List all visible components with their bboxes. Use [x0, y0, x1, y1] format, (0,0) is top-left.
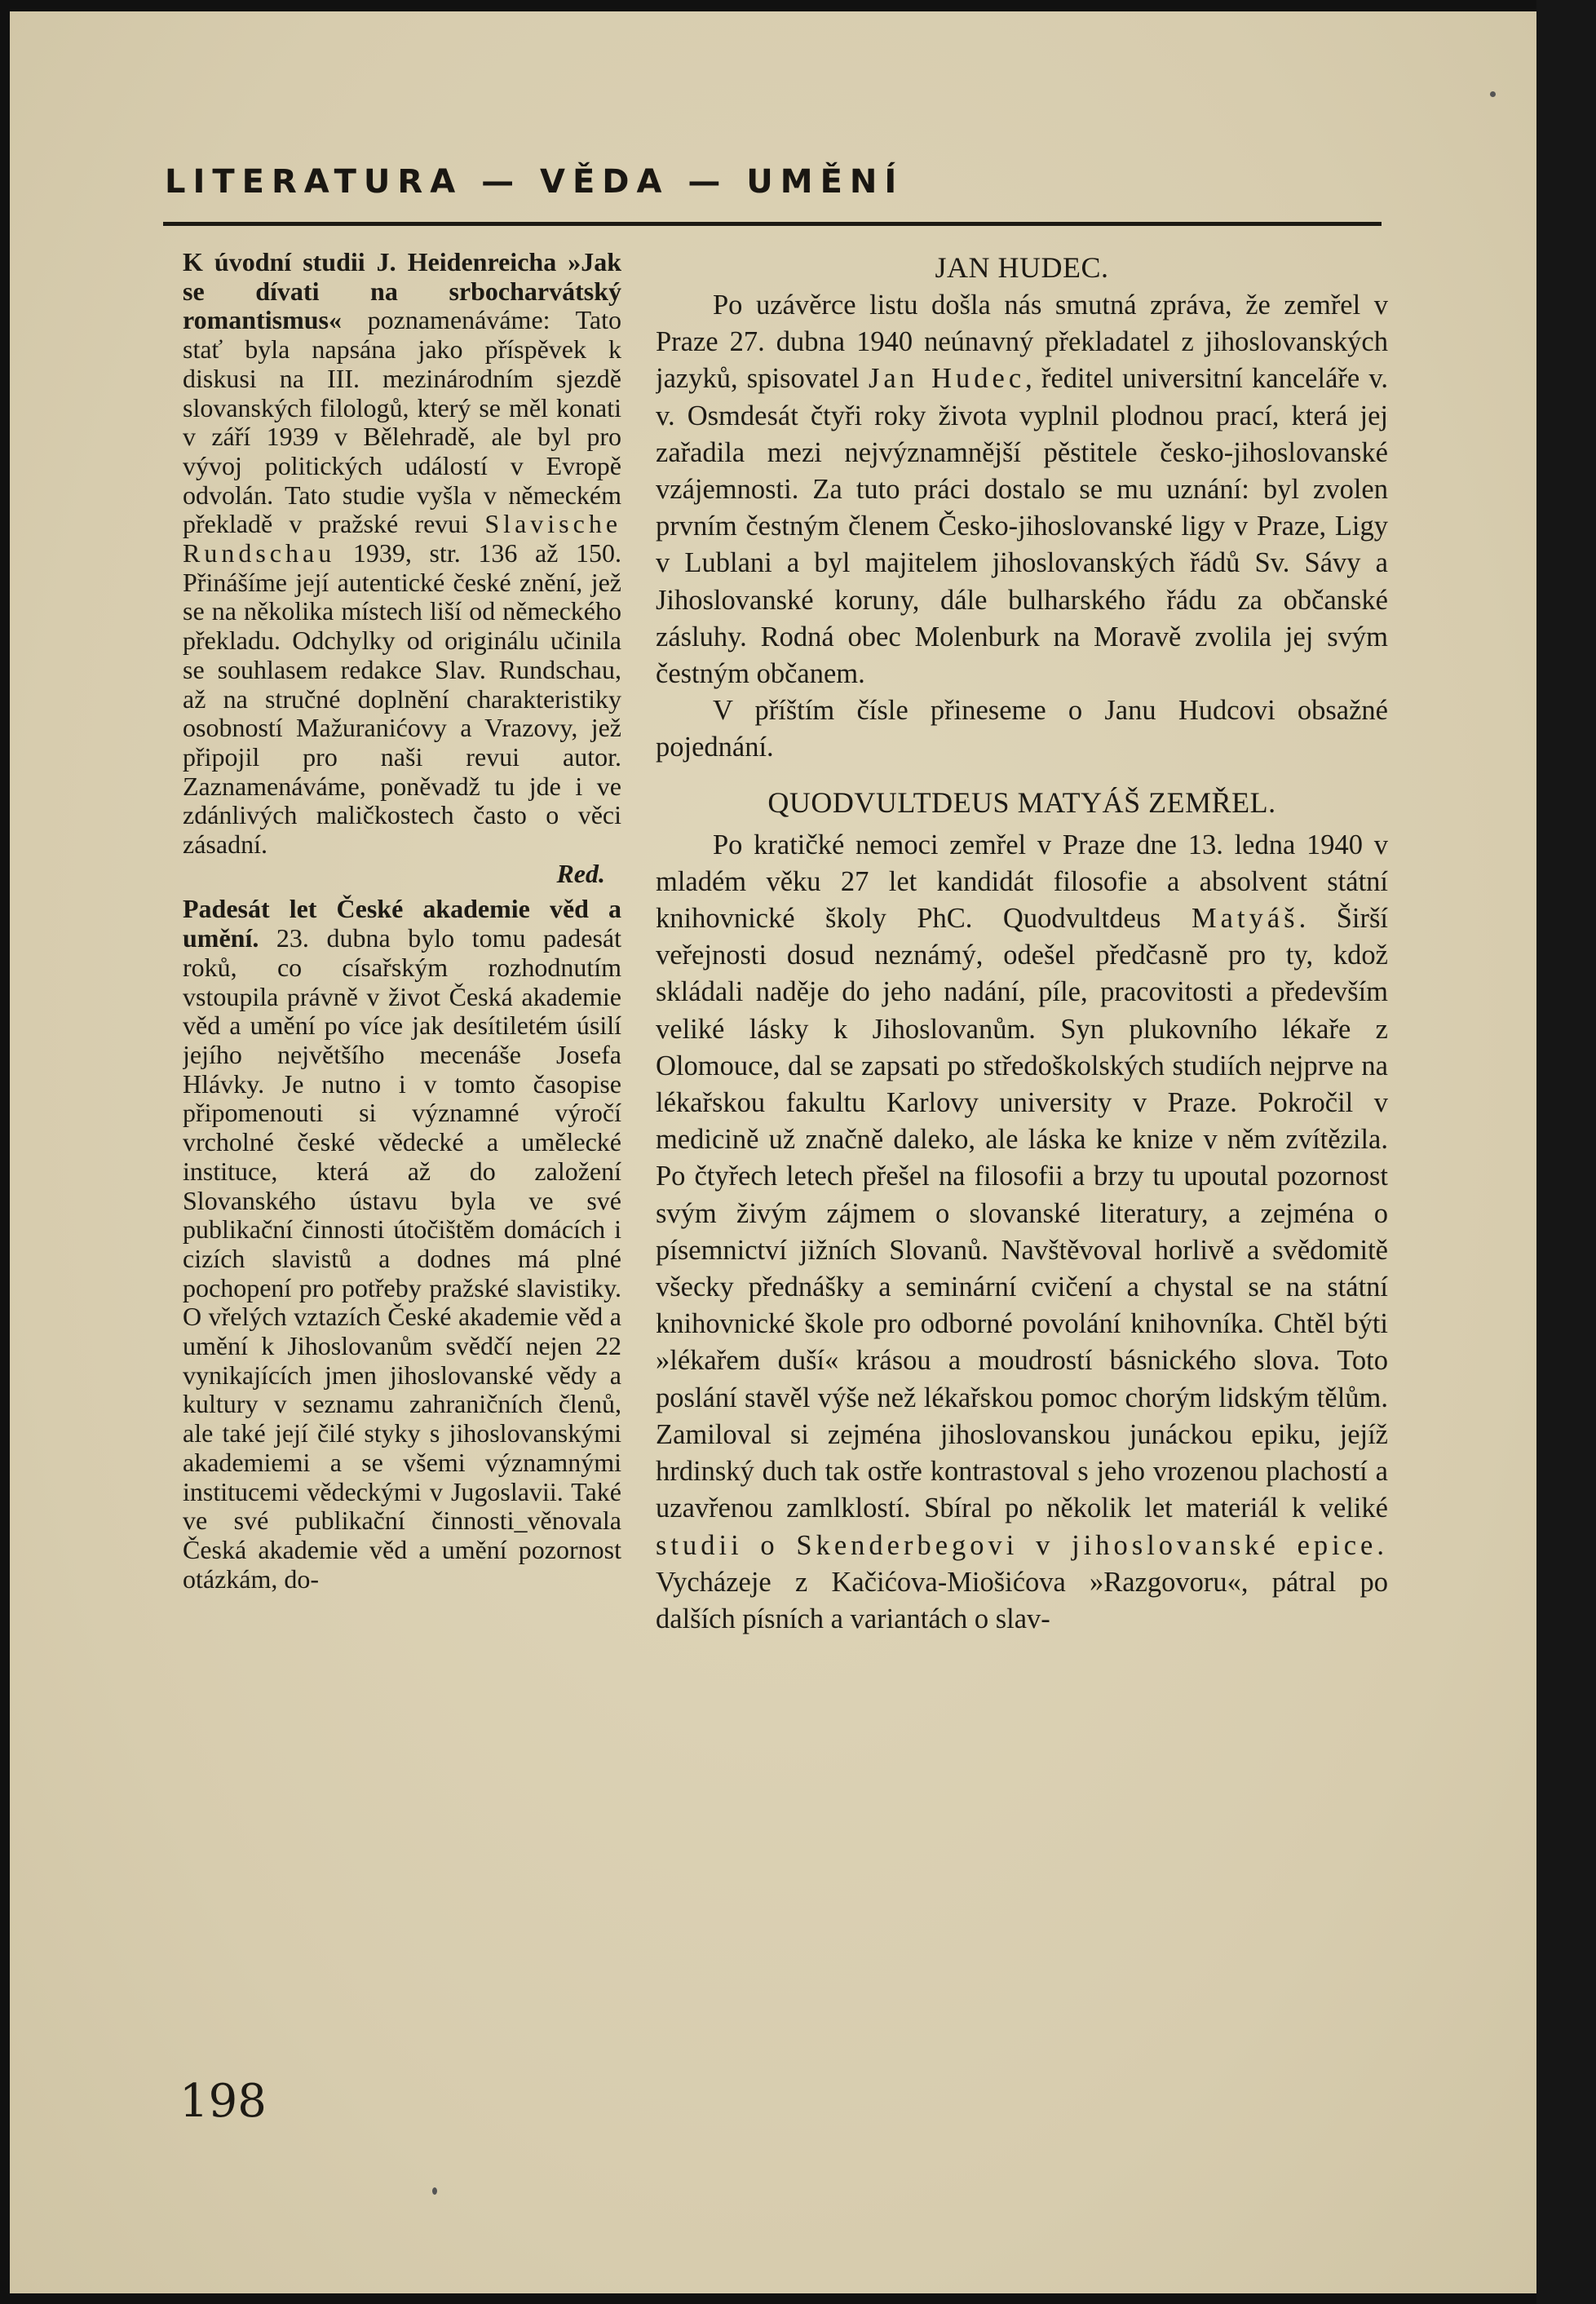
obituary-matyas-heading: QUODVULTDEUS MATYÁŠ ZEMŘEL.: [767, 785, 1276, 819]
obituary-matyas-text-b: . Širší veřejnosti dosud neznámý, odešel předčasně pro ty, kdož skládali naděje do jeho nadání, píle, pracovitosti a především veliké lásky k Jihoslovanům. Syn plukovního lékaře z Olomouce, dal se zapsati po středoškolských studiích nejprve na lékařskou fakultu Karlovy university v Praze. Pokročil v medicině už značně daleko, ale láska ke knize v něm zvítězila. Po čtyřech letech přešel na filosofii a brzy tu upoutal pozornost svým živým zájmem o slovanské literatury, a zejména o písemnictví jižních Slovanů. Navštěvoval horlivě a svědomitě všecky přednášky a seminární cvičení a chystal se na státní knihovnické škole pro odborné povolání knihovníka. Chtěl býti »lékařem duší« krásou a moudrostí básnického slova. Toto poslání stavěl výše než lékařskou pomoc chorým lidským tělům. Zamiloval si zejména jihoslovanskou junáckou epiku, jejíž hrdinský duch tak ostře kontrastoval s jeho vrozenou plachostí a uzavřenou zamlklostí. Sbíral po několik let materiál k veliké: [656, 903, 1388, 1524]
note-heidenreich-text-a: poznamenáváme: Tato stať byla napsána jako příspěvek k diskusi na III. mezinárodním sjezdě slovanských filologů, který se měl konati v září 1939 v Bělehradě, ale byl pro vývoj politických událostí v Evropě odvolán. Tato studie vyšla v německém překladě v pražské revui: [183, 305, 621, 539]
obituary-matyas-paragraph: [656, 827, 1388, 1638]
running-header: LITERATURA — VĚDA — UMĚNÍ: [165, 163, 904, 201]
header-rule: [163, 222, 1382, 226]
note-heidenreich: [183, 248, 621, 860]
obituary-matyas-text-c: Vycházeje z Kačićova-Miošićova »Razgovoru«, pátral po dalších písních a variantách o slav-: [656, 1566, 1388, 1634]
study-title: studii o Skenderbegovi v jihoslovanské epice.: [656, 1529, 1388, 1561]
dust-speck: [1490, 91, 1496, 97]
obituary-matyas-name: Matyáš: [1191, 903, 1299, 935]
left-column: [183, 248, 621, 2010]
obituary-matyas-text-a: Po kratičké nemoci zemřel v Praze dne 13. ledna 1940 v mladém věku 27 let kandidát filosofie a absolvent státní knihovnické školy PhC. Quodvultdeus: [656, 829, 1388, 935]
obituary-hudec-paragraph: [656, 287, 1388, 692]
obituary-hudec-text-b: , ředitel universitní kanceláře v. v. Osmdesát čtyři roky života vyplnil plodnou prací, která jej zařadila mezi nejvýznamnější pěstitele česko-jihoslovanské vzájemnosti. Za tuto práci dostalo se mu uznání: byl zvolen prvním čestným členem Česko-jihoslovanské ligy v Praze, Ligy v Lublani a byl majitelem jihoslovanských řádů Sv. Sávy a Jihoslovanské koruny, dále bulharského řádu za občanské zásluhy. Rodná obec Molenburk na Moravě zvolila jej svým čestným občanem.: [656, 363, 1388, 690]
obituary-hudec-heading: JAN HUDEC.: [935, 251, 1109, 284]
journal-name: Slavische Rundschau: [183, 509, 621, 568]
editor-signature: Red.: [556, 858, 605, 888]
note-academy-text: 23. dubna bylo tomu padesát roků, co císařským rozhodnutím vstoupila právně v život Česká akademie věd a umění po více jak desítiletém úsilí jejího největšího mecenáše Josefa Hlávky. Je nutno i v tomto časopise připomenouti si významné výročí vrcholné české vědecké a umělecké instituce, která až do založení Slovanského ústavu byla ve své publikační činnosti útočištěm domácích i cizích slavistů a dodnes má plné pochopení pro potřeby pražské slavistiky. O vřelých vztazích České akademie věd a umění k Jihoslovanům svědčí nejen 22 vynikajících jmen jihoslovanské vědy a kultury v seznamu zahraničních členů, ale také její čilé styky s jihoslovanskými akademiemi a se všemi významnými institucemi vědeckými v Jugoslavii. Také ve své publikační činnosti_věnovala Česká akademie věd a umění pozornost otázkám, do-: [183, 923, 621, 1594]
scan-edge: [1536, 0, 1596, 2304]
note-heidenreich-text-b: 1939, str. 136 až 150. Přinášíme její autentické české znění, jež se na několika místech liší od německého překladu. Odchylky od originálu učinila se souhlasem redakce Slav. Rundschau, až na stručné doplnění charakteristiky osobností Mažuranićovy a Vrazovy, jež připojil pro naši revui autor. Zaznamenáváme, poněvadž tu jde i ve zdánlivých maličkostech často o věci zásadní.: [183, 538, 621, 860]
right-column: [656, 248, 1388, 2042]
note-academy: [183, 895, 621, 1594]
dust-speck: [432, 2187, 437, 2195]
note-academy-lead: Padesát let České akademie věd a umění.: [183, 894, 621, 953]
page-sheet: [10, 11, 1536, 2293]
page-number: 198: [179, 2075, 267, 2128]
obituary-hudec-next-issue: V příštím čísle přineseme o Janu Hudcovi obsažné pojednání.: [656, 695, 1388, 763]
obituary-hudec-name: Jan Hudec: [868, 363, 1026, 395]
note-heidenreich-lead: K úvodní studii J. Heidenreicha »Jak se dívati na srbocharvátský romantismus«: [183, 248, 621, 335]
obituary-hudec-text-a: Po uzávěrce listu došla nás smutná zpráva, že zemřel v Praze 27. dubna 1940 neúnavný překladatel z jihoslovanských jazyků, spisovatel: [656, 290, 1388, 395]
